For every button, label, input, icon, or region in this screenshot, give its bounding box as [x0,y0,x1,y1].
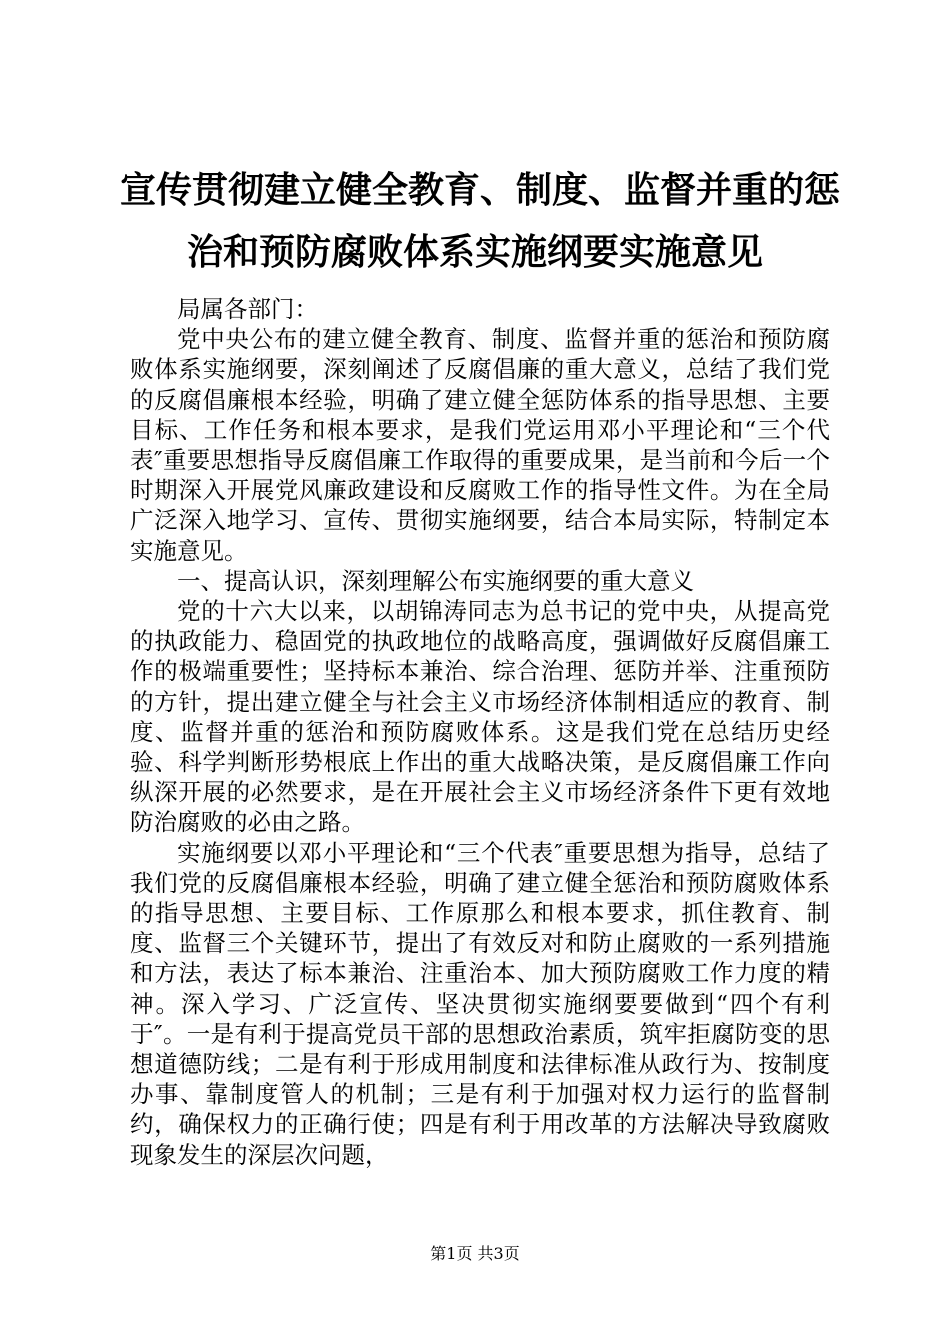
title-line-1: 宣传贯彻建立健全教育、制度、监督并重的惩 [120,170,841,211]
document-title [120,160,841,284]
section-heading: 一、提高认识，深刻理解公布实施纲要的重大意义 [177,566,694,595]
document-body [130,294,830,1170]
salutation: 局属各部门： [177,295,318,323]
paragraph: 党中央公布的建立健全教育、制度、监督并重的惩治和预防腐败体系实施纲要，深刻阐述了反腐倡廉的重大意义，总结了我们党的反腐倡廉根本经验，明确了建立健全惩防体系的指导思想、主要目标、工作任务和根本要求，是我们党运用邓小平理论和“三个代表″重要思想指导反腐倡廉工作取得的重要成果，是当前和今后一个时期深入开展党风廉政建设和反腐败工作的指导性文件。为在全局广泛深入地学习、宣传、贯彻实施纲要，结合本局实际，特制定本实施意见。 [130,325,830,565]
paragraph: 党的十六大以来，以胡锦涛同志为总书记的党中央，从提高党的执政能力、稳固党的执政地位的战略高度，强调做好反腐倡廉工作的极端重要性；坚持标本兼治、综合治理、惩防并举、注重预防的方针，提出建立健全与社会主义市场经济体制相适应的教育、制度、监督并重的惩治和预防腐败体系。这是我们党在总结历史经验、科学判断形势根底上作出的重大战略决策，是反腐倡廉工作向纵深开展的必然要求，是在开展社会主义市场经济条件下更有效地防治腐败的必由之路。 [130,597,830,837]
paragraph: 实施纲要以邓小平理论和“三个代表″重要思想为指导，总结了我们党的反腐倡廉根本经验，明确了建立健全惩治和预防腐败体系的指导思想、主要目标、工作原那么和根本要求，抓住教育、制度、监督三个关键环节，提出了有效反对和防止腐败的一系列措施和方法，表达了标本兼治、注重治本、加大预防腐败工作力度的精神。深入学习、广泛宣传、坚决贯彻实施纲要要做到“四个有利于″。一是有利于提高党员干部的思想政治素质，筑牢拒腐防变的思想道德防线；二是有利于形成用制度和法律标准从政行为、按制度办事、靠制度管人的机制；三是有利于加强对权力运行的监督制约，确保权力的正确行使；四是有利于用改革的方法解决导致腐败现象发生的深层次问题， [130,838,830,1169]
page-footer: 第1页 共3页 [430,1244,520,1263]
title-line-2: 治和预防腐败体系实施纲要实施意见 [186,232,763,273]
